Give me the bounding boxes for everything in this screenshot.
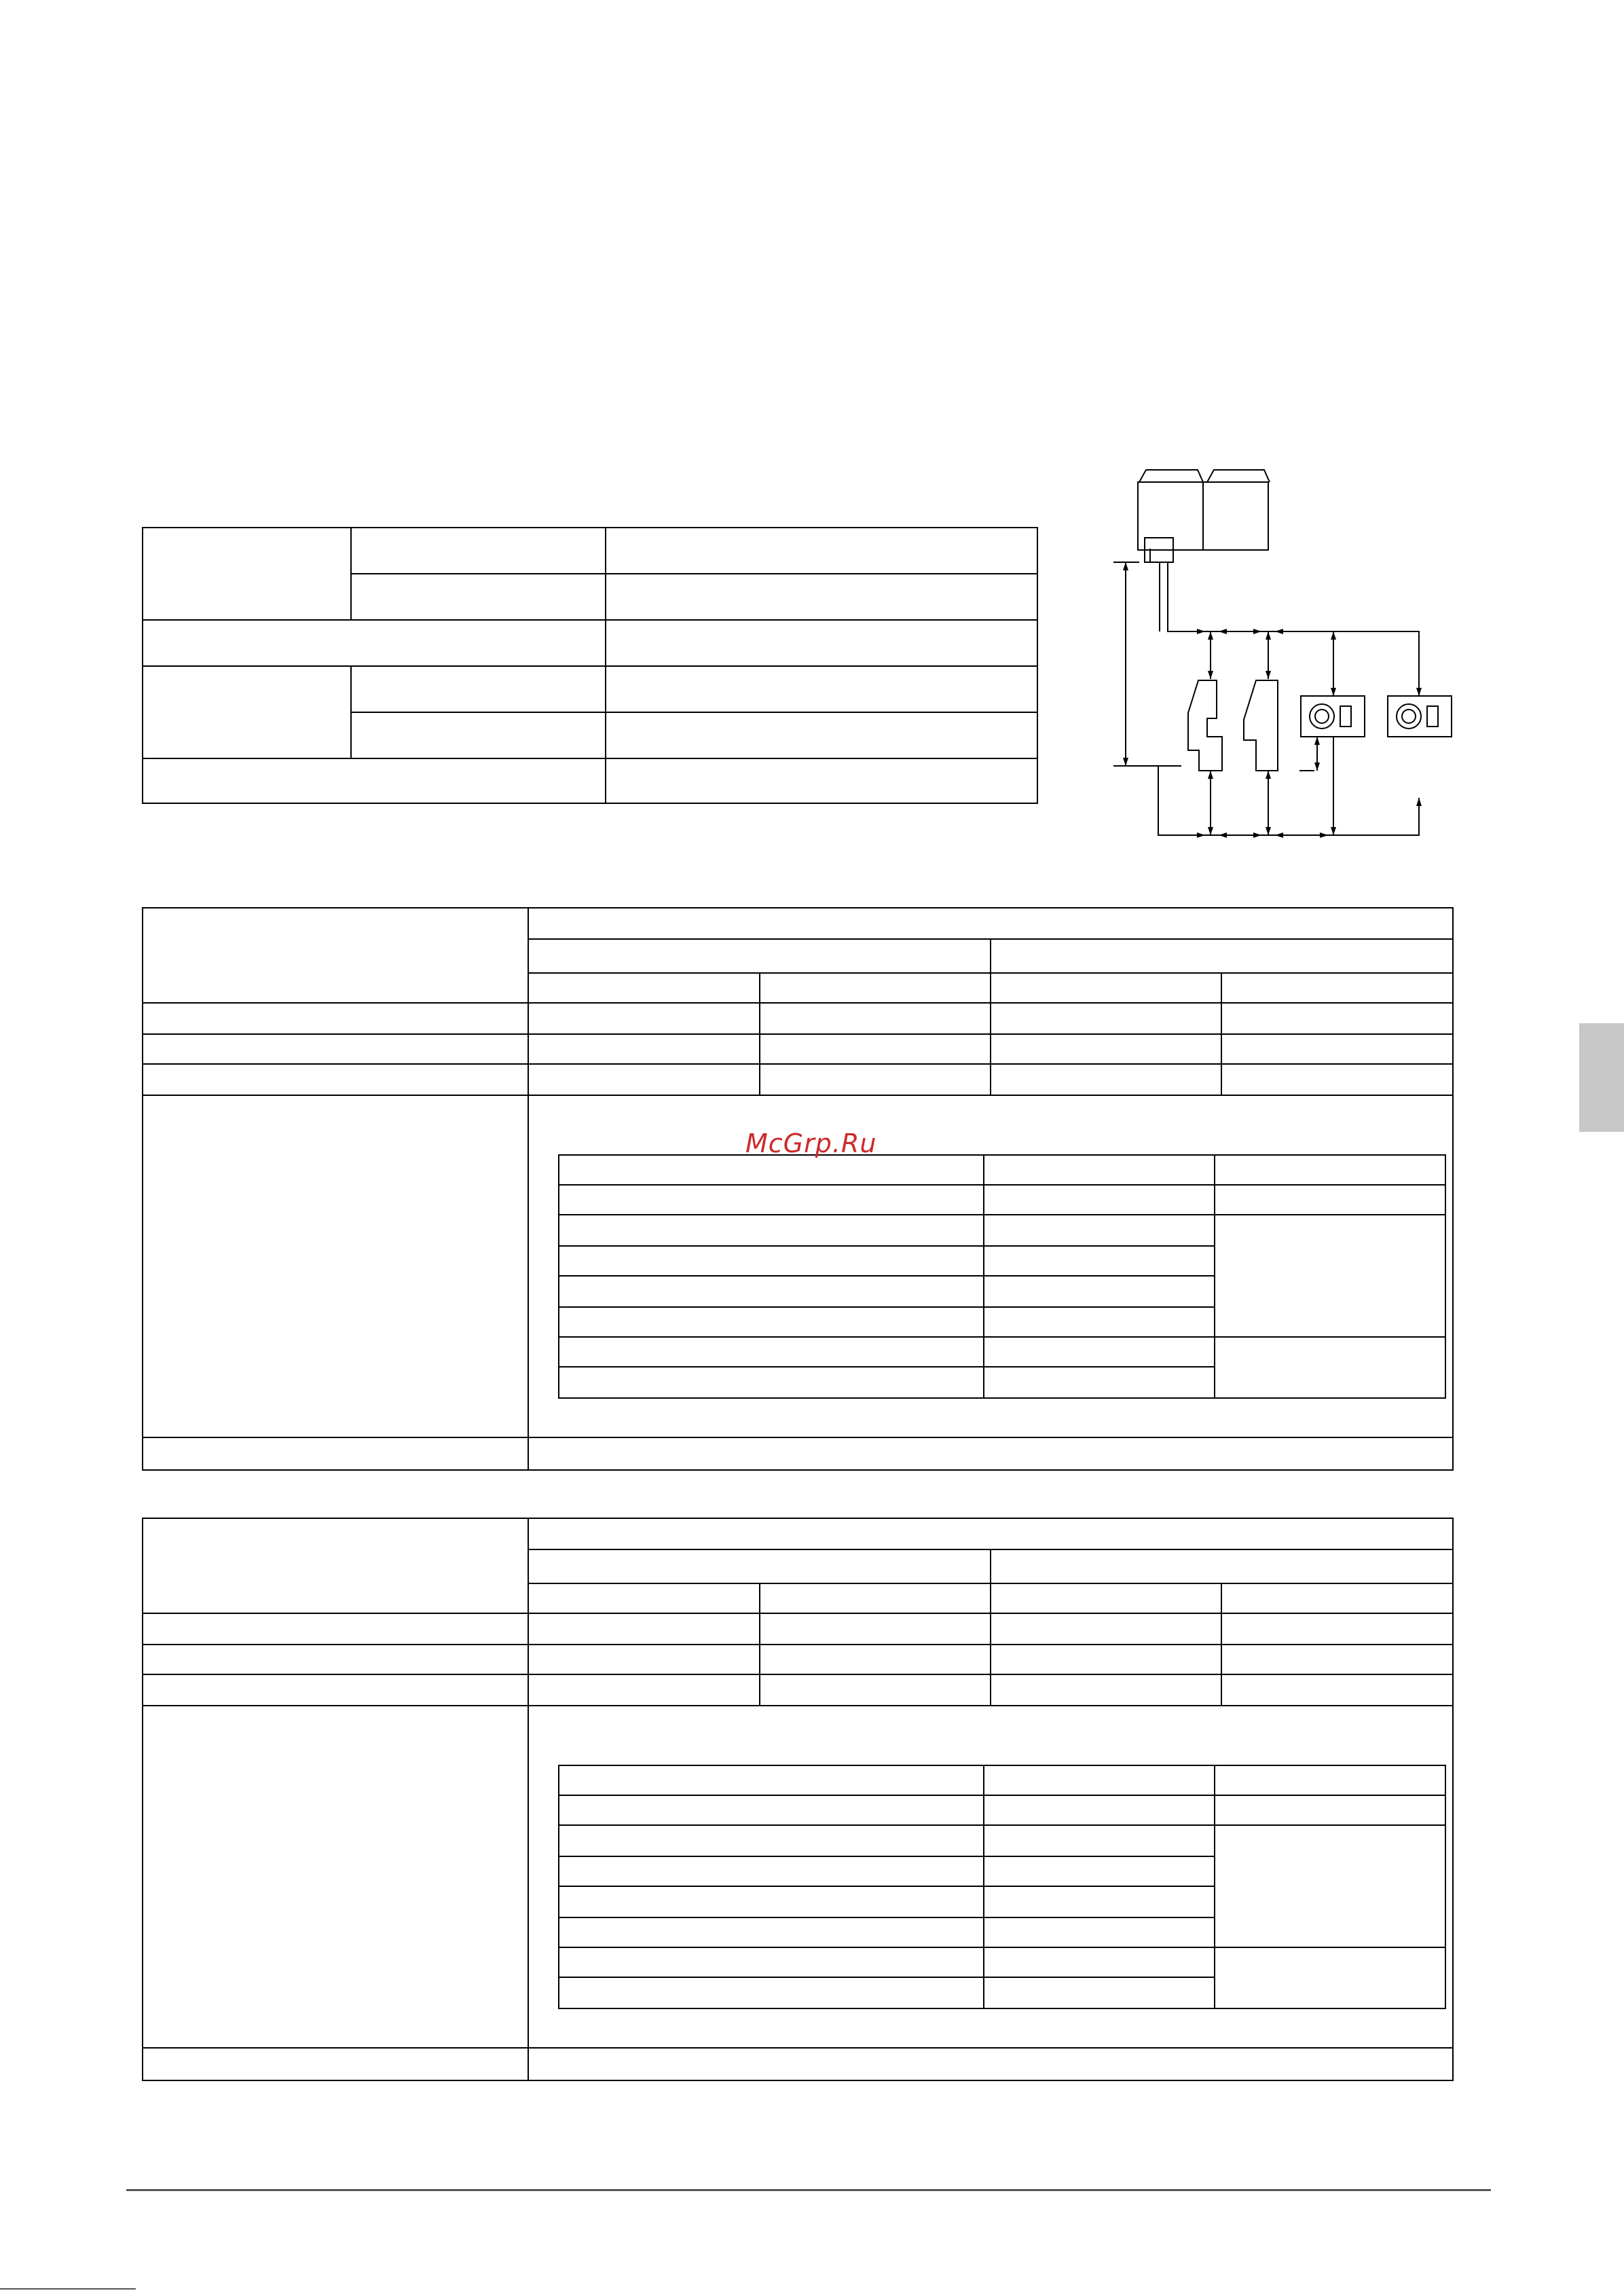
table-cell	[984, 1307, 1215, 1337]
table-cell	[528, 1034, 760, 1064]
table-cell	[760, 1034, 991, 1064]
table-cell	[528, 1437, 1453, 1470]
table-cell	[1215, 1155, 1445, 1185]
table-cell	[984, 1276, 1215, 1307]
spec-table-top-cell	[606, 620, 1037, 666]
spec-table-top-cell	[606, 758, 1037, 803]
table-cell	[1215, 1795, 1445, 1825]
spec-table-top-cell	[606, 666, 1037, 712]
table-cell	[143, 1437, 528, 1470]
table-cell	[559, 1276, 984, 1307]
table-cell	[984, 1246, 1215, 1276]
table-cell	[143, 1064, 528, 1095]
table-cell	[143, 1003, 528, 1034]
spec-table-top-cell	[143, 758, 606, 803]
table-cell	[984, 1337, 1215, 1367]
table-cell	[760, 1674, 991, 1706]
table-cell	[559, 1246, 984, 1276]
table-cell	[559, 1917, 984, 1947]
bottom-edge-rule	[0, 2288, 136, 2290]
table-cell	[559, 1215, 984, 1246]
table-cell	[984, 1947, 1215, 1977]
spec-table-top-cell	[351, 712, 606, 758]
table-cell	[984, 1367, 1215, 1398]
table-cell	[559, 1765, 984, 1795]
table-cell	[1215, 1185, 1445, 1215]
table-cell	[559, 1947, 984, 1977]
table-cell	[991, 1613, 1221, 1645]
table-cell	[528, 1583, 760, 1613]
table-cell	[984, 1825, 1215, 1856]
table-cell	[143, 1613, 528, 1645]
table-cell	[143, 1095, 528, 1437]
spec-table-top-cell	[143, 666, 351, 758]
spec-table-top-cell	[143, 620, 606, 666]
table-cell	[760, 1645, 991, 1674]
table-cell	[559, 1977, 984, 2008]
table-cell	[559, 1886, 984, 1917]
nested-table-middle	[558, 1154, 1446, 1399]
table-cell	[143, 1034, 528, 1064]
table-cell	[559, 1856, 984, 1886]
spec-table-top-cell	[351, 574, 606, 620]
table-cell	[528, 1549, 991, 1583]
installation-clearance-diagram	[1086, 462, 1466, 849]
table-cell	[984, 1977, 1215, 2008]
table-cell	[984, 1795, 1215, 1825]
table-cell	[1221, 1645, 1453, 1674]
watermark-text: McGrp.Ru	[745, 1128, 877, 1158]
table-cell	[760, 1613, 991, 1645]
spec-table-top-cell	[351, 528, 606, 574]
table-cell	[1221, 1613, 1453, 1645]
table-cell	[559, 1155, 984, 1185]
table-cell	[1221, 1674, 1453, 1706]
table-cell	[143, 908, 528, 1003]
spec-table-top-cell	[351, 666, 606, 712]
section-side-tab	[1579, 1023, 1624, 1132]
table-cell	[528, 908, 1453, 939]
table-cell	[991, 1064, 1221, 1095]
table-cell	[984, 1765, 1215, 1795]
table-cell	[991, 1549, 1453, 1583]
table-cell	[1215, 1337, 1445, 1398]
table-cell	[143, 1674, 528, 1706]
spec-table-top-cell	[143, 528, 351, 620]
table-cell	[760, 973, 991, 1003]
table-cell	[984, 1155, 1215, 1185]
table-cell	[143, 1518, 528, 1613]
footer-divider	[126, 2189, 1491, 2191]
table-cell	[991, 1583, 1221, 1613]
table-cell	[559, 1367, 984, 1398]
table-cell	[991, 1003, 1221, 1034]
table-cell	[559, 1825, 984, 1856]
table-cell	[1221, 1064, 1453, 1095]
table-cell	[143, 2048, 528, 2080]
table-cell	[991, 1674, 1221, 1706]
table-cell	[143, 1645, 528, 1674]
table-cell	[760, 1064, 991, 1095]
table-cell	[528, 1518, 1453, 1549]
table-cell	[984, 1185, 1215, 1215]
table-cell	[1221, 973, 1453, 1003]
table-cell	[991, 1645, 1221, 1674]
table-cell	[528, 939, 991, 973]
table-cell	[559, 1795, 984, 1825]
table-cell	[760, 1583, 991, 1613]
table-cell	[143, 1706, 528, 2048]
table-cell	[1221, 1583, 1453, 1613]
table-cell	[559, 1337, 984, 1367]
spec-table-top-cell	[606, 574, 1037, 620]
table-cell	[1215, 1215, 1445, 1337]
table-cell	[528, 1003, 760, 1034]
table-cell	[528, 1674, 760, 1706]
table-cell	[991, 939, 1453, 973]
table-cell	[984, 1856, 1215, 1886]
spec-table-top-cell	[606, 712, 1037, 758]
table-cell	[528, 1613, 760, 1645]
table-cell	[528, 973, 760, 1003]
table-cell	[1215, 1947, 1445, 2008]
table-cell	[984, 1886, 1215, 1917]
table-cell	[559, 1307, 984, 1337]
table-cell	[1215, 1825, 1445, 1947]
table-cell	[528, 1064, 760, 1095]
spec-table-top	[142, 527, 1038, 804]
table-cell	[528, 1645, 760, 1674]
table-cell	[760, 1003, 991, 1034]
table-cell	[984, 1917, 1215, 1947]
table-cell	[528, 2048, 1453, 2080]
table-cell	[1215, 1765, 1445, 1795]
table-cell	[991, 1034, 1221, 1064]
spec-table-top-cell	[606, 528, 1037, 574]
table-cell	[1221, 1034, 1453, 1064]
table-cell	[991, 973, 1221, 1003]
nested-table-bottom	[558, 1765, 1446, 2009]
table-cell	[1221, 1003, 1453, 1034]
table-cell	[984, 1215, 1215, 1246]
table-cell	[559, 1185, 984, 1215]
